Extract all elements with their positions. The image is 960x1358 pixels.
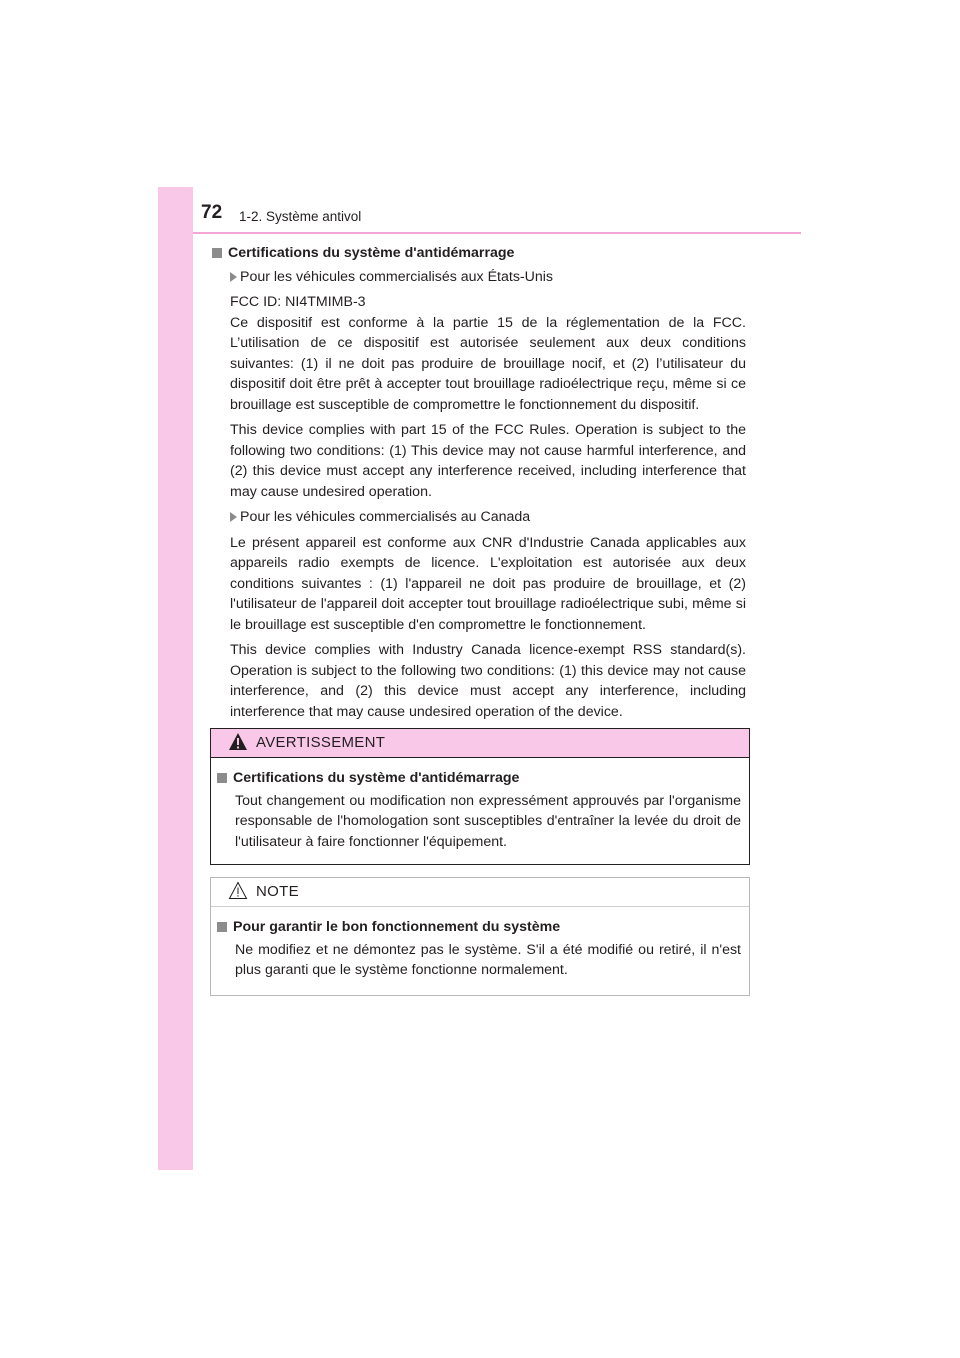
- arrow-right-icon: [230, 512, 237, 522]
- main-content: [212, 243, 746, 727]
- us-subheading-text: Pour les véhicules commercialisés aux États-Unis: [240, 268, 554, 285]
- canada-subheading-text: Pour les véhicules commercialisés au Canada: [240, 509, 531, 525]
- note-box-header: [211, 878, 749, 907]
- square-bullet-icon: [212, 248, 222, 258]
- page-number: 72: [201, 202, 223, 223]
- warning-triangle-icon: [228, 732, 248, 751]
- section-title: 1-2. Système antivol: [239, 209, 362, 224]
- warning-text: Tout changement ou modification non expressément approuvés par l'organisme responsable de l'homologation sont susceptibles d'entraîner la levée du droit de l'utilisateur à faire fonctionner l'équipement.: [235, 792, 741, 850]
- arrow-right-icon: [230, 272, 237, 282]
- chapter-tab-sidebar: [158, 187, 193, 1170]
- square-bullet-icon: [217, 922, 227, 932]
- warning-box-title: AVERTISSEMENT: [256, 734, 386, 751]
- canada-english-paragraph: This device complies with Industry Canada licence-exempt RSS standard(s). Operation is subject to the following two conditions: (1) this device may not cause interference, and (2) this device must accept any interference, including interference that may cause undesired operation of the device.: [230, 642, 746, 720]
- section-heading: [212, 243, 746, 264]
- canada-subheading: [230, 507, 746, 528]
- note-heading-text: Pour garantir le bon fonctionnement du système: [233, 919, 561, 935]
- warning-box-header: [211, 729, 749, 758]
- caution-triangle-icon: [228, 881, 248, 900]
- note-box-body: [211, 907, 749, 981]
- warning-box: [210, 728, 750, 865]
- canada-french-paragraph: Le présent appareil est conforme aux CNR d'Industrie Canada applicables aux appareils radio exempts de licence. L'exploitation est autorisée aux deux conditions suivantes : (1) l'appareil ne doit pas produire de brouillage, et (2) l'utilisateur de l'appareil doit accepter tout brouillage radioélectrique subi, même si le brouillage est susceptible d'en compromettre le fonctionnement.: [230, 534, 746, 633]
- note-box: [210, 877, 750, 996]
- note-text: Ne modifiez et ne démontez pas le système. S'il a été modifié ou retiré, il n'est plus garanti que le système fonctionne normalement.: [235, 941, 741, 978]
- note-box-title: NOTE: [256, 883, 299, 900]
- square-bullet-icon: [217, 773, 227, 783]
- header-divider: [193, 232, 801, 234]
- warning-heading: [217, 768, 741, 789]
- section-heading-text: Certifications du système d'antidémarrage: [228, 245, 515, 261]
- page-header: [201, 200, 801, 235]
- us-subheading: [230, 267, 746, 288]
- us-french-paragraph: Ce dispositif est conforme à la partie 15 de la réglementation de la FCC. L’utilisation de ce dispositif est autorisée seulement aux deux conditions suivantes: (1) il ne doit pas produire de brouillage nocif, et (2) l’utilisateur du dispositif doit être prêt à accepter tout brouillage radioélectrique reçu, même si ce brouillage est susceptible de compromettre le fonctionnement du dispositif.: [230, 314, 746, 413]
- us-english-paragraph: This device complies with part 15 of the FCC Rules. Operation is subject to the following two conditions: (1) This device may not cause harmful interference, and (2) this device must accept any interference received, including interference that may cause undesired operation.: [230, 422, 746, 500]
- warning-box-body: [211, 758, 749, 852]
- warning-heading-text: Certifications du système d'antidémarrage: [233, 770, 520, 786]
- fcc-id: FCC ID: NI4TMIMB-3: [230, 294, 366, 310]
- note-heading: [217, 917, 741, 938]
